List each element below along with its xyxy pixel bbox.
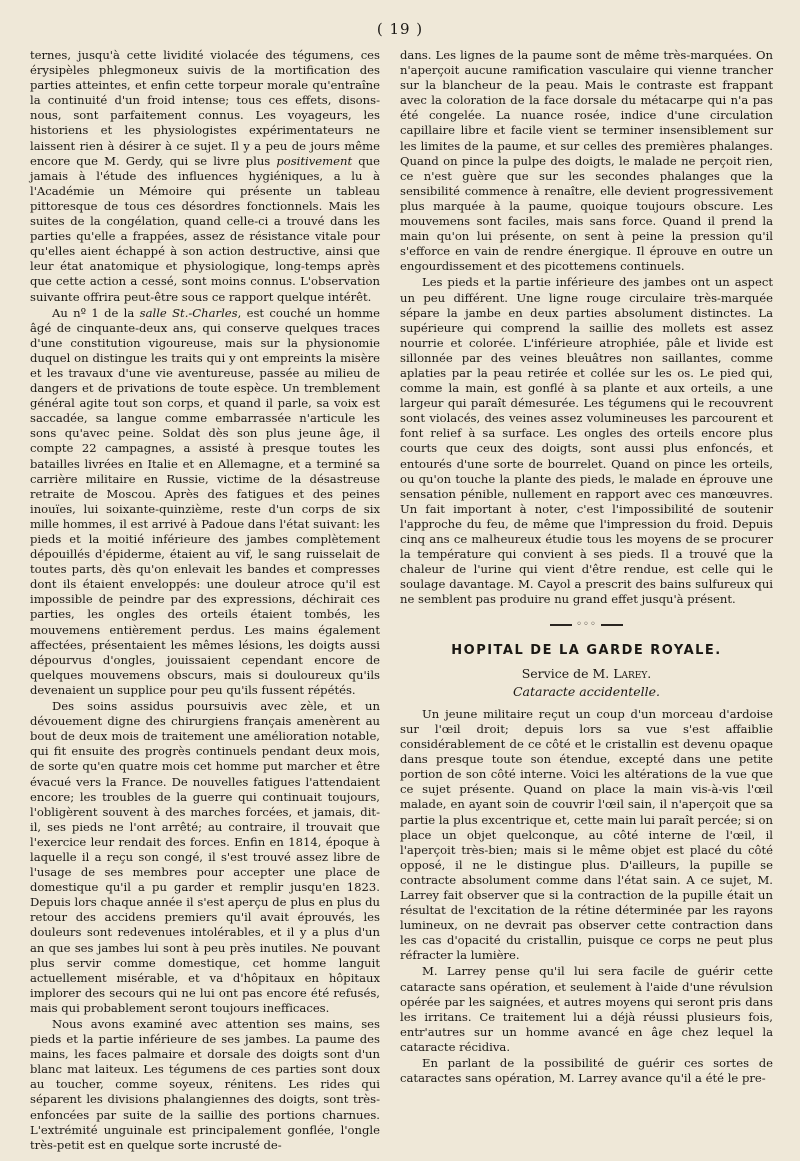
paragraph: dans. Les lignes de la paume sont de même très-marquées. On n'aperçoit aucune ramification vasculaire qui vienne trancher sur la blancheur de la peau. Mais le contraste est frappant avec la coloration de la face dorsale du métacarpe qui n'a pas été congelée. La nuance rosée, indice d'une circulation capillaire libre et facile vient se terminer insensiblement sur les limites de la paume, et sur celles des premières phalanges. Quand on pince la pulpe des doigts, le malade ne perçoit rien, ce n'est guère que sur les secondes phalanges que la sensibilité commence à renaître, elle devient progressivement plus marquée à la paume, quoique toujours obscure. Les mouvemens sont faciles, mais sans force. Quand il prend la main qu'on lui présente, on sent à peine la pression qu'il s'efforce en vain de rendre énergique. Il éprouve en outre un engourdissement et des picottemens continuels. — [400, 48, 773, 274]
text-run: , est couché un homme âgé de cinquante-deux ans, qui conserve quelques traces d'une constitution vigoureuse, mais sur la physionomie duquel on distingue les traits qui y ont empreints la misère et les travaux d'une vie aventureuse, passée au milieu de dangers et de privations de toute espèce. Un tremblement général agite tout son corps, et quand il parle, sa voix est saccadée, sa langue comme embarrassée n'articule les sons qu'avec peine. Soldat dès son plus jeune âge, il compte 22 campagnes, a assisté à presque toutes les batailles livrées en Italie et en Allemagne, et a terminé sa carrière militaire en Russie, victime de la désastreuse retraite de Moscou. Après des fatigues et des peines inouïes, lui soixante-quinzième, reste d'un corps de six mille hommes, il est arrivé à Padoue dans l'état suivant: les pieds et la moitié inférieure des jambes complètement dépouillés d'épiderme, étaient au vif, le sang ruisselait de toutes parts, dès qu'on enlevait les bandes et compresses dont ils étaient enveloppés: une douleur atroce qu'il est impossible de peindre par des expressions, déchirait ces parties, les ongles des orteils étaient tombés, les mouvemens entièrement perdus. Les mains également affectées, présentaient les mêmes lésions, les doigts aussi dépourvus d'ongles, jouissaient cependant encore de quelques mouvemens obscurs, mais si douloureux qu'ils devenaient un supplice pour peu qu'ils fussent répétés. — [30, 305, 381, 697]
case-title: Cataracte accidentelle. — [512, 683, 660, 699]
text-run: ternes, jusqu'à cette lividité violacée des tégumens, ces érysipèles phlegmoneux suivis de la mortification des parties atteintes, et enfin cette torpeur morale qu'entraîne la continuité d'un froid intense; tous ces effets, disons-nous, sont parfaitement connus. Les voyageurs, les historiens et les physiologistes expérimentateurs ne laissent rien à désirer à ce sujet. Il y a peu de jours même encore que M. Gerdy, qui se livre plus — [30, 48, 380, 168]
divider-rule — [550, 624, 572, 626]
service-prefix: Service de M. — [521, 665, 610, 681]
paragraph — [30, 306, 380, 698]
right-column — [400, 48, 773, 1086]
italic-term: positivement — [276, 153, 353, 168]
service-name: Larey. — [613, 665, 652, 681]
paragraph — [30, 48, 380, 305]
divider-ornament: ◦◦◦ — [576, 619, 597, 631]
paragraph: Nous avons examiné avec attention ses mains, ses pieds et la partie inférieure de ses jambes. La paume des mains, les faces palmaire et dorsale des doigts sont d'un blanc mat laiteux. Les tégumens de ces parties sont doux au toucher, comme soyeux, rénitens. Les rides qui séparent les divisions phalangiennes des doigts, sont très-enfoncées par suite de la saillie des portions charnues. L'extrémité unguinale est principalement gonflée, l'ongle très-petit est en quelque sorte incrusté de- — [30, 1017, 380, 1152]
italic-term: salle St.-Charles — [139, 305, 238, 320]
service-line — [400, 666, 773, 681]
section-divider — [400, 617, 773, 632]
paragraph: Un jeune militaire reçut un coup d'un morceau d'ardoise sur l'œil droit; depuis lors sa vue s'est affaiblie considérablement de ce côté et le cristallin est devenu opaque dans presque toute son étendue, excepté dans une petite portion de son côté interne. Voici les altérations de la vue que ce sujet présente. Quand on place la main vis-à-vis l'œil malade, en ayant soin de couvrir l'œil sain, il n'aperçoit que sa partie la plus excentrique et, cette main lui paraît percée; si on place un objet quelconque, au côté interne de l'œil, il l'aperçoit très-bien; mais si le même objet est placé du côté opposé, il ne le distingue plus. D'ailleurs, la pupille se contracte absolument comme dans l'état sain. A ce sujet, M. Larrey fait observer que si la contraction de la pupille était un résultat de l'excitation de la rétine déterminée par les rayons lumineux, on ne devrait pas observer cette contraction dans les cas d'opacité du cristallin, puisque ce corps ne peut plus réfracter la lumière. — [400, 706, 773, 963]
text-run: que jamais à l'étude des influences hygiéniques, a lu à l'Académie un Mémoire qui présente un tableau pittoresque de tous ces désordres fonctionnels. Mais les suites de la congélation, quand celle-ci a trouvé dans les parties qu'elle a frappées, assez de résistance vitale pour qu'elles aient échappé à son action destructive, ainsi que leur état anatomique et physiologique, long-temps après que cette action a cessé, sont moins connus. L'observation suivante offrira peut-être sous ce rapport quelque intérêt. — [30, 153, 380, 304]
paragraph: En parlant de la possibilité de guérir ces sortes de cataractes sans opération, M. Larrey avance qu'il a été le pre- — [400, 1056, 773, 1086]
text-run: Au nº 1 de la — [52, 305, 135, 320]
paragraph: Les pieds et la partie inférieure des jambes ont un aspect un peu différent. Une ligne rouge circulaire très-marquée sépare la jambe en deux parties absolument distinctes. La supérieure qui comprend la saillie des mollets est assez nourrie et colorée. L'inférieure atrophiée, pâle et livide est sillonnée par des veines bleuâtres non saillantes, comme aplaties par la peau retirée et collée sur les os. Le pied qui, comme la main, est gonflé à sa plante et aux orteils, a une largeur qui paraît démesurée. Les tégumens qui le recouvrent sont violacés, des veines assez volumineuses les parcourent et font relief à sa surface. Les ongles des orteils encore plus courts que ceux des doigts, sont aussi plus enfoncés, et entourés d'une sorte de bourrelet. Quand on pince les orteils, ou qu'on touche la plante des pieds, le malade en éprouve une sensation pénible, nullement en rapport avec ces manœuvres. Un fait important à noter, c'est l'impossibilité de soutenir l'approche du feu, de même que l'impression du froid. Depuis cinq ans ce malheureux étudie tous les moyens de se procurer la température qui convient à ses pieds. Il a trouvé que la chaleur de l'urine qui vient d'être rendue, est celle qui le soulage davantage. M. Cayol a prescrit des bains sulfureux qui ne semblent pas produire nu grand effet jusqu'à présent. — [400, 275, 773, 607]
paragraph: Des soins assidus poursuivis avec zèle, et un dévouement digne des chirurgiens français amenèrent au bout de deux mois de traitement une amélioration notable, qui fit ensuite des progrès continuels pendant deux mois, de sorte qu'en quatre mois cet homme put marcher et être évacué vers la France. De nouvelles fatigues l'attendaient encore; les troubles de la guerre qui continuait toujours, l'obligèrent souvent à des marches forcées, et jamais, dit-il, ses pieds ne l'ont arrêté; au contraire, il trouvait que l'exercice leur rendait des forces. Enfin en 1814, époque à laquelle il a reçu son congé, il s'est trouvé assez libre de l'usage de ses membres pour accepter une place de domestique qu'il a pu garder et remplir jusqu'en 1823. Depuis lors chaque année il s'est aperçu de plus en plus du retour des accidens premiers qu'il avait éprouvés, les douleurs sont redevenues intolérables, et il y a plus d'un an que ses jambes lui sont à peu près inutiles. Ne pouvant plus servir comme domestique, cet homme languit actuellement misérable, et va d'hôpitaux en hôpitaux implorer des secours qui ne lui ont pas encore été refusés, mais qui probablement seront toujours inefficaces. — [30, 699, 380, 1015]
section-heading: HOPITAL DE LA GARDE ROYALE. — [451, 642, 722, 658]
left-column — [30, 48, 380, 1153]
page-number: ( 19 ) — [376, 20, 424, 38]
divider-rule — [601, 624, 623, 626]
paragraph: M. Larrey pense qu'il lui sera facile de guérir cette cataracte sans opération, et seulement à l'aide d'une révulsion opérée par les saignées, et autres moyens qui seront pris dans les irritans. Ce traitement lui a déjà réussi plusieurs fois, entr'autres sur un homme avancé en âge chez lequel la cataracte récidiva. — [400, 964, 773, 1054]
